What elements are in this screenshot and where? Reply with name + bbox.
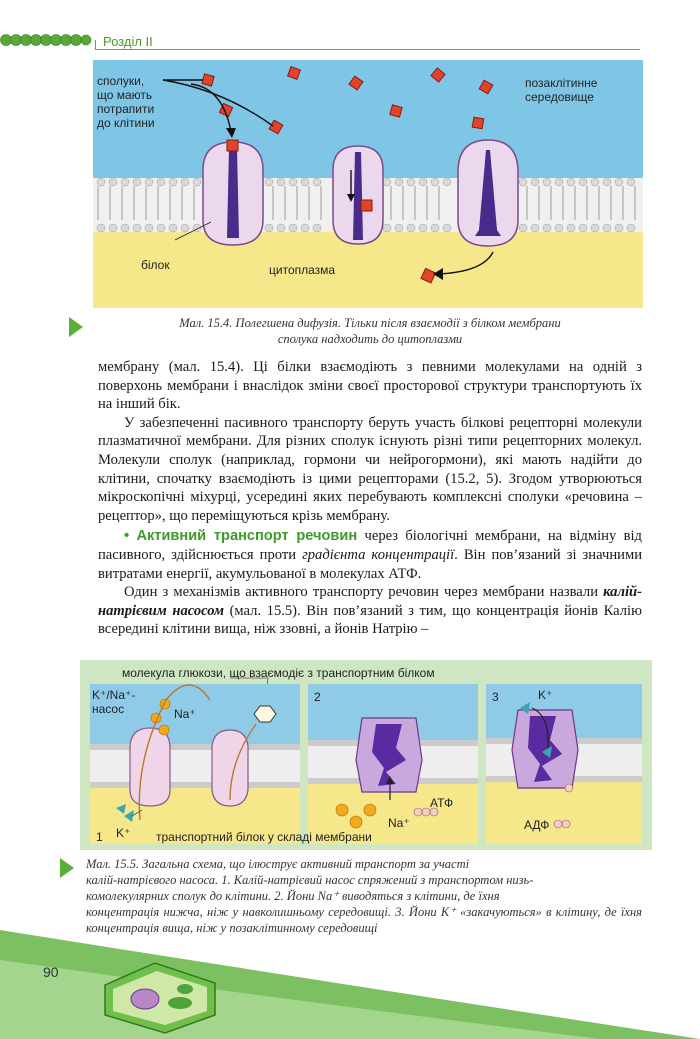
- figure-facilitated-diffusion: [93, 60, 643, 308]
- label-glucose: молекула глюкози, що взаємодіє з транспортним білком: [122, 666, 435, 680]
- label-atp: АТФ: [430, 796, 454, 810]
- page-number: 90: [43, 964, 59, 980]
- label-na-panel2: Na⁺: [388, 816, 410, 830]
- paragraph-2: У забезпеченні пасивного транспорту беруть участь білкові рецепторні молекули плазматичної мембрани. Для різних сполук існують різні типи рецепторних молекул. Молекули сполук (наприклад, гормони чи нейрогормони), які мають надійти до клітини, спочатку взаємодіють із цими рецепторами (15.2, 5). Згодом утворюються мікроскопічні міхурці, усередині яких перебувають комплексні сполуки «речовина – рецептор», що переміщуються крізь мембрану.: [98, 414, 642, 524]
- caption-marker-icon: [69, 317, 83, 337]
- label-k-panel3: K⁺: [538, 688, 553, 702]
- panel-3: [486, 684, 642, 844]
- section-label: Розділ ІІ: [103, 34, 153, 49]
- label-protein: білок: [141, 258, 170, 272]
- label-na-panel1: Na⁺: [174, 707, 196, 721]
- paragraph-3: • Активний транспорт речовин через біологічні мембрани, на відміну від пасивного, здійснюється проти градієнта концентрації. Він пов’язаний зі значними витратами енергії, акумульованої в молекулах АТФ.: [98, 528, 643, 582]
- active-transport-illustration: [80, 660, 652, 850]
- label-k-panel1: K⁺: [116, 826, 131, 840]
- paragraph-1: мембрану (мал. 15.4). Ці білки взаємодіють з певними молекулами на одній з поверхонь мембрани і внаслідок зміни своєї просторової структури транспортують їх на інший бік.: [98, 359, 642, 413]
- label-transport-protein: транспортний білок у складі мембрани: [156, 830, 372, 844]
- label-adp: АДФ: [524, 818, 550, 832]
- figure-active-transport: [80, 660, 652, 850]
- label-pump: K⁺/Na⁺- насос: [92, 688, 136, 716]
- header-rule: [95, 49, 640, 50]
- label-cytoplasm: цитоплазма: [269, 263, 336, 277]
- caption-marker-icon: [60, 858, 74, 878]
- header-bead-decoration: [0, 33, 95, 47]
- panel-3-number: 3: [492, 690, 499, 704]
- figure2-caption: Мал. 15.5. Загальна схема, що ілюструє активний транспорт за участі калій-натрієвого насоса. 1. Калій-натрієвий насос спряжений з транспортом низь- комолекулярних сполук до клітини. 2. Йони Na⁺ виводяться з клітини, де їхня концентрація нижча, ніж у навколишньому середовищі. 3. Йони K⁺ «закачуються» в клітину, де їхня концентрація вища, ніж у позаклітинному середовищі: [86, 857, 642, 935]
- figure1-caption: Мал. 15.4. Полегшена дифузія. Тільки після взаємодії з білком мембрани сполука надходить до цитоплазми: [179, 316, 561, 346]
- body-text: [98, 358, 642, 639]
- term-active-transport: Активний транспорт речовин: [136, 528, 358, 545]
- panel-2-number: 2: [314, 690, 321, 704]
- paragraph-4: Один з механізмів активного транспорту речовин через мембрани назвали калій-натрієвим насосом (мал. 15.5). Він пов’язаний з тим, що концентрація йонів Калію всередині клітини вища, ніж ззовні, а йонів Натрію –: [98, 584, 643, 638]
- plant-cell-icon: [95, 955, 225, 1035]
- label-extracellular: позаклітинне середовище: [525, 76, 598, 104]
- carrier-protein-1: [203, 142, 263, 245]
- panel-1-number: 1: [96, 830, 103, 844]
- carrier-protein-2: [333, 146, 383, 244]
- carrier-protein-3: [458, 140, 518, 246]
- label-compounds: сполуки, що мають потрапити до клітини: [97, 74, 155, 130]
